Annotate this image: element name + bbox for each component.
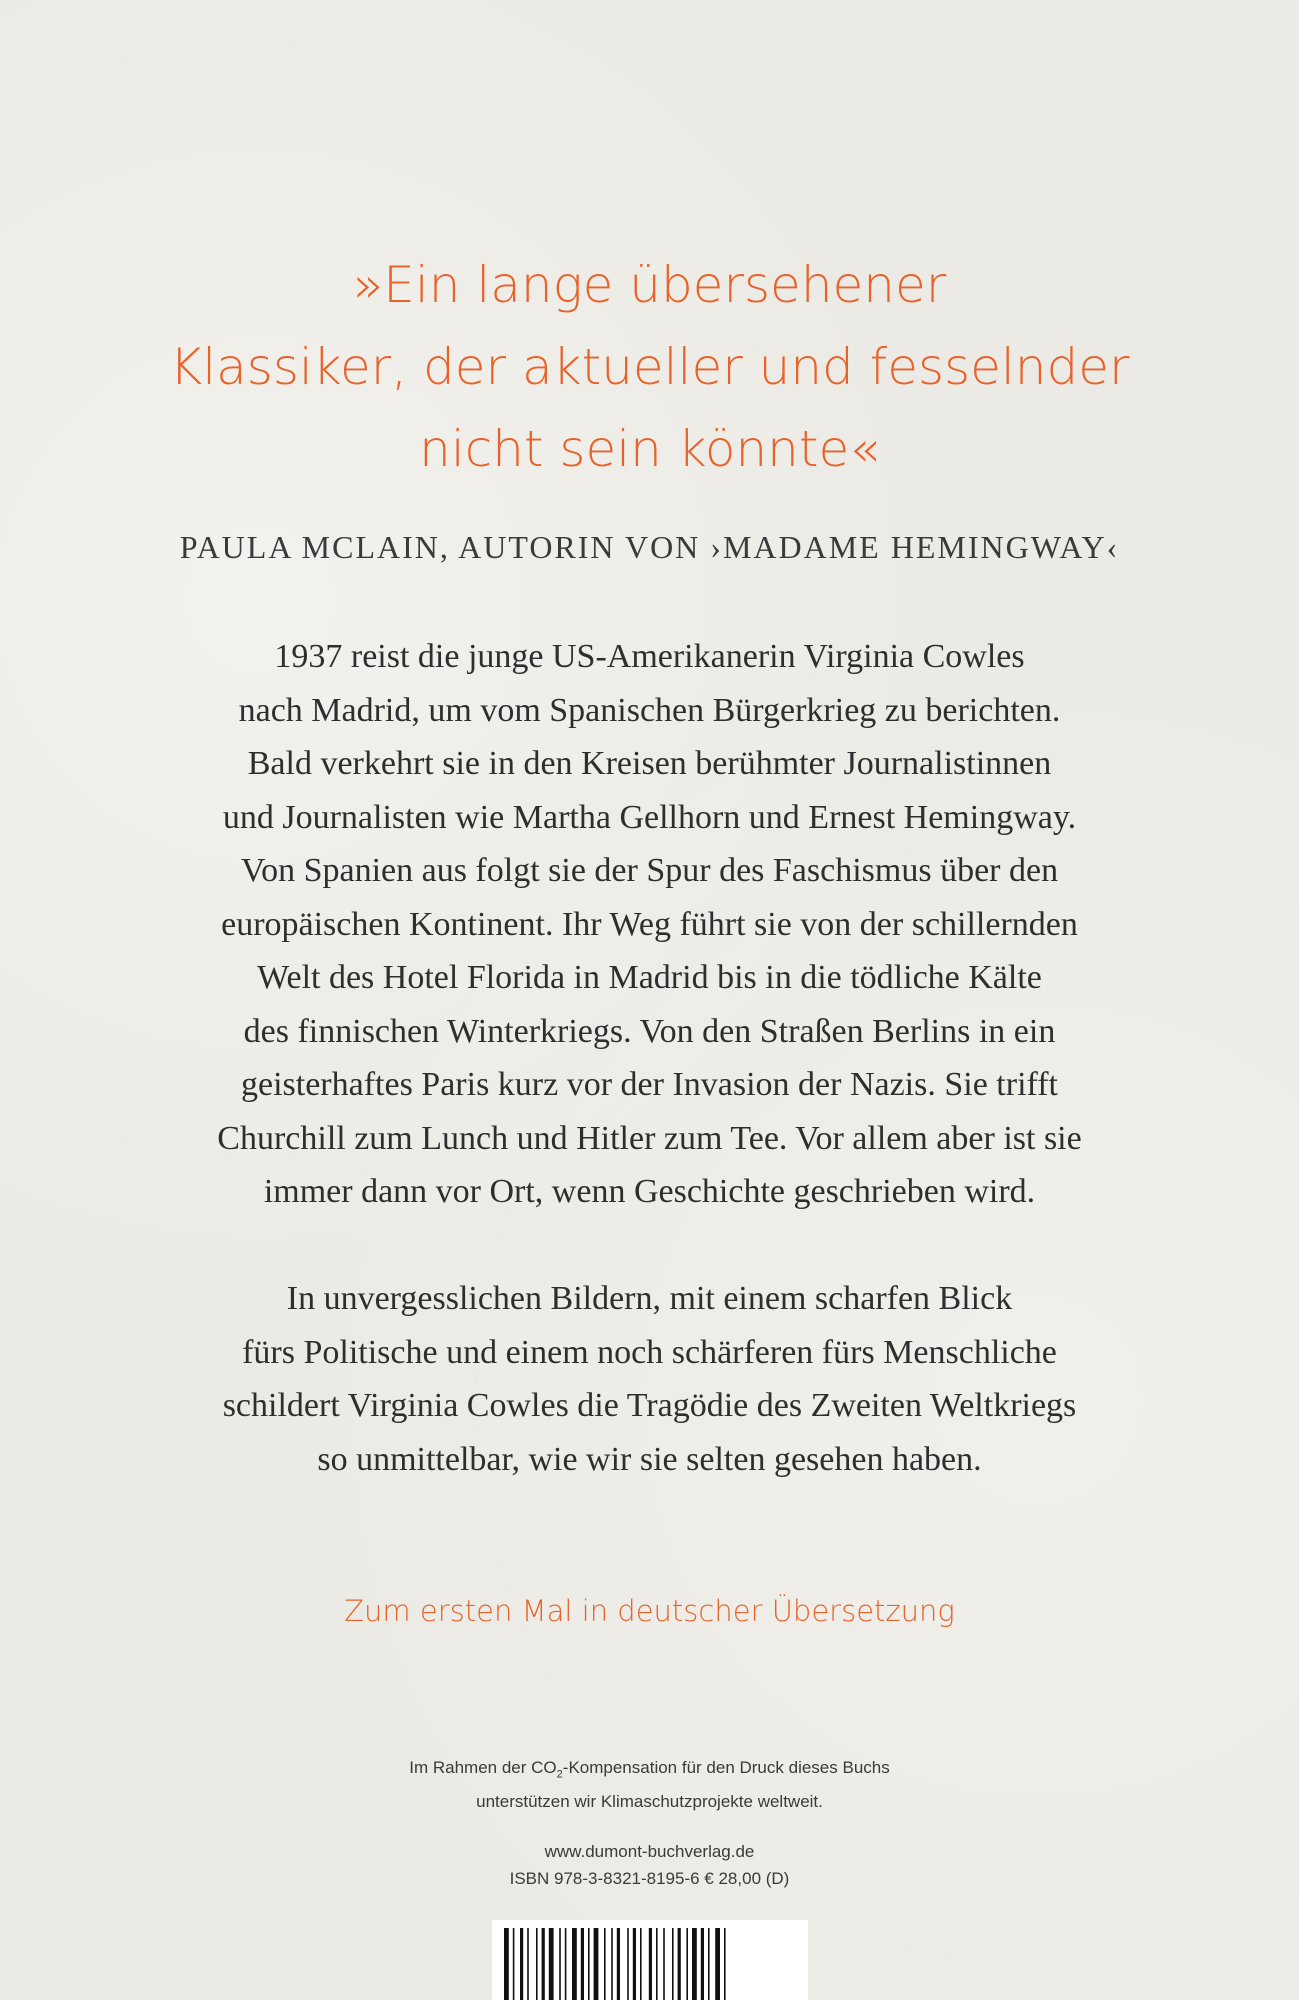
barcode (492, 1920, 808, 2000)
text-line: 1937 reist die junge US-Amerikanerin Virginia Cowles (274, 638, 1025, 675)
text-line: schildert Virginia Cowles die Tragödie des Zweiten Weltkriegs (222, 1387, 1077, 1424)
barcode-bar (504, 1928, 509, 2000)
text-line: des finnischen Winterkriegs. Von den Straßen Berlins in ein (243, 1012, 1056, 1050)
co2-text-before: Im Rahmen der CO (409, 1758, 557, 1777)
barcode-bar (594, 1928, 599, 2000)
barcode-bar (678, 1928, 681, 2000)
quote-attribution: PAULA MCLAIN, AUTORIN VON ›MADAME HEMINGWAY‹ (179, 529, 1120, 565)
text-line: immer dann vor Ort, wenn Geschichte geschrieben wird. (263, 1173, 1036, 1210)
co2-text-after: -Kompensation für den Druck dieses Buchs (562, 1758, 890, 1777)
barcode-bar (708, 1928, 710, 2000)
text-line: so unmittelbar, wie wir sie selten gesehen haben. (317, 1440, 982, 1478)
barcode-bar (633, 1928, 636, 2000)
text-line: und Journalisten wie Martha Gellhorn und Ernest Hemingway. (222, 798, 1077, 836)
quote-line: Klassiker, der aktueller und fesselnder (169, 338, 1130, 396)
co2-compensation-note (0, 1754, 1299, 1816)
barcode-bar (588, 1928, 590, 2000)
barcode-bar (686, 1928, 688, 2000)
barcode-bar (542, 1928, 545, 2000)
barcode-bar (549, 1928, 554, 2000)
barcode-bar (692, 1928, 697, 2000)
barcode-bars (500, 1928, 800, 2000)
co2-line-2: unterstützen wir Klimaschutzprojekte weltweit. (476, 1792, 823, 1812)
text-line: Von Spanien aus folgt sie der Spur des Faschismus über den (240, 852, 1059, 889)
barcode-bar (572, 1928, 577, 2000)
description-paragraph-2 (0, 1272, 1299, 1486)
barcode-bar (663, 1928, 665, 2000)
barcode-bar (581, 1928, 584, 2000)
barcode-bar (611, 1928, 613, 2000)
barcode-bar (520, 1928, 523, 2000)
barcode-bar (617, 1928, 620, 2000)
co2-subscript: 2 (556, 1768, 563, 1781)
barcode-bar (715, 1928, 720, 2000)
barcode-bar (649, 1928, 652, 2000)
co2-line-1 (0, 1754, 1299, 1788)
description-paragraph-1 (0, 630, 1299, 1219)
barcode-bar (701, 1928, 704, 2000)
barcode-bar (604, 1928, 606, 2000)
text-line: nach Madrid, um vom Spanischen Bürgerkrieg zu berichten. (238, 691, 1061, 729)
barcode-bar (724, 1928, 726, 2000)
text-line: Churchill zum Lunch und Hitler zum Tee. Vor allem aber ist sie (217, 1119, 1082, 1157)
publisher-website: www.dumont-buchverlag.de (544, 1842, 755, 1861)
text-line: geisterhaftes Paris kurz vor der Invasion der Nazis. Sie trifft (240, 1066, 1058, 1103)
barcode-bar (559, 1928, 561, 2000)
text-line: Welt des Hotel Florida in Madrid bis in die tödliche Kälte (257, 959, 1042, 996)
barcode-bar (513, 1928, 515, 2000)
barcode-bar (536, 1928, 538, 2000)
barcode-bar (640, 1928, 642, 2000)
text-line: fürs Politische und einem noch schärferen fürs Menschliche (242, 1333, 1057, 1371)
barcode-bar (672, 1928, 674, 2000)
barcode-bar (527, 1928, 529, 2000)
text-line: Bald verkehrt sie in den Kreisen berühmter Journalistinnen (247, 745, 1052, 782)
text-line: europäischen Kontinent. Ihr Weg führt sie von der schillernden (221, 905, 1078, 943)
quote-line: nicht sein könnte« (419, 420, 880, 478)
barcode-bar (565, 1928, 567, 2000)
barcode-bar (656, 1928, 658, 2000)
translation-note: Zum ersten Mal in deutscher Übersetzung (344, 1594, 955, 1628)
barcode-bar (627, 1928, 629, 2000)
isbn-price: ISBN 978-3-8321-8195-6 € 28,00 (D) (509, 1869, 790, 1888)
quote-line: »Ein lange übersehener (352, 256, 947, 314)
blurb-quote (0, 244, 1299, 490)
text-line: In unvergesslichen Bildern, mit einem scharfen Blick (286, 1280, 1013, 1317)
